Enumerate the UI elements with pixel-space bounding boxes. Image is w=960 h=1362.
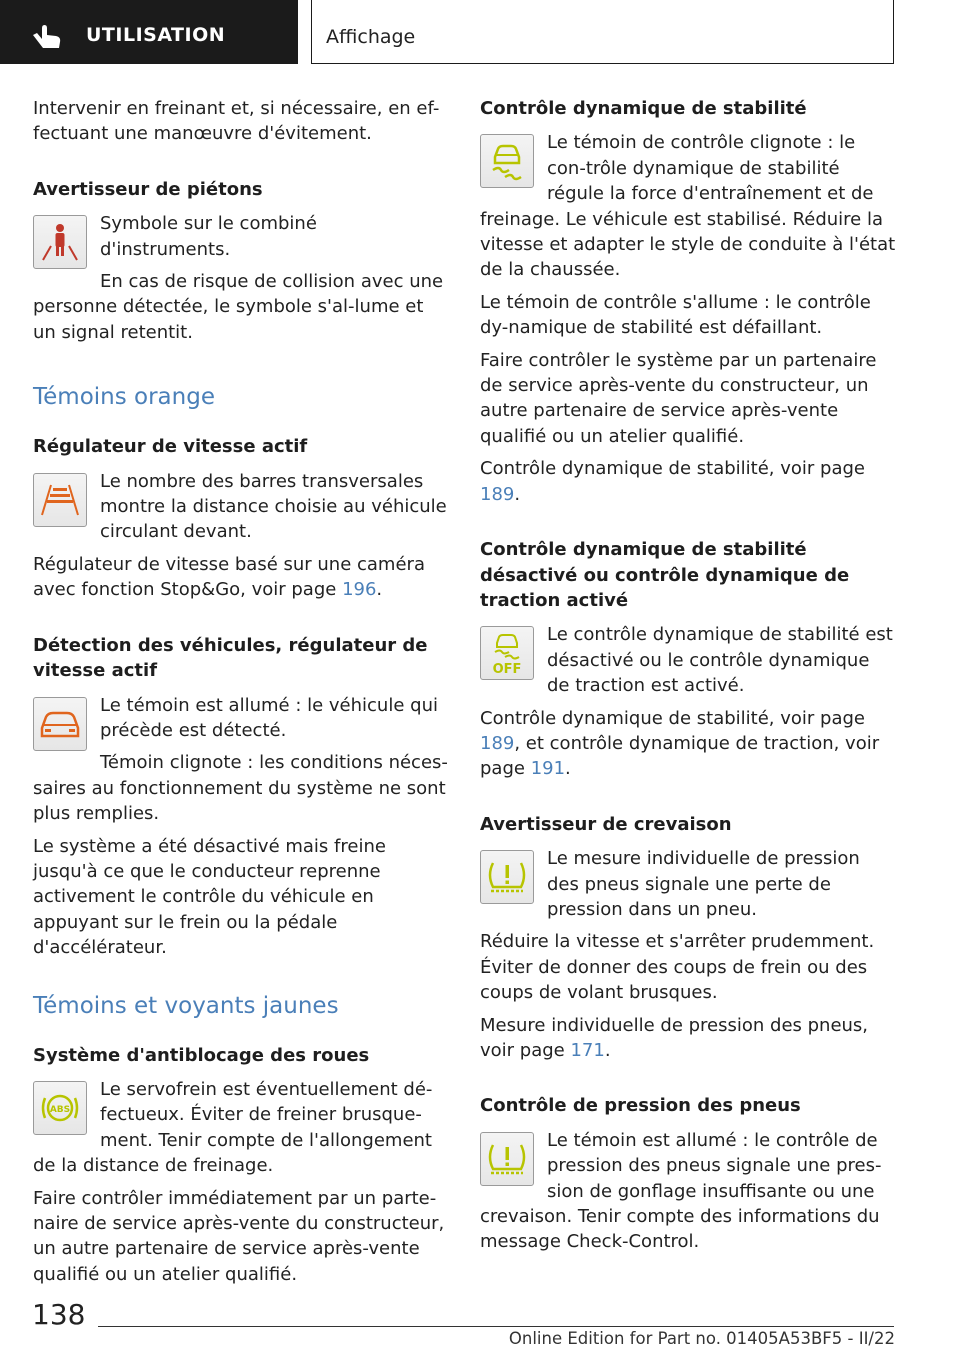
page-link-189[interactable]: 189 [480,483,515,505]
cruise-section [33,434,448,602]
left-column [33,96,448,1317]
orange-heading: Témoins orange [33,384,215,411]
page-link-191[interactable]: 191 [530,758,566,780]
abs-section [33,1043,448,1288]
section-tab [0,0,298,64]
off-label: OFF [492,662,522,677]
dsc-off-section [480,537,896,782]
dsc-p3: Faire contrôler le système par un partenaire de service après-vente du constructeur, un autre partenaire de service après-vente qualifié ou un atelier qualifié. [480,349,877,447]
dsc-title: Contrôle dynamique de stabilité [480,98,807,119]
yellow-heading: Témoins et voyants jaunes [33,992,339,1019]
dsc-off-p2: Contrôle dynamique de stabilité, voir page 189, et contrôle dynamique de traction, voir page 191. [480,707,880,780]
dsc-p2: Le témoin de contrôle s'allume : le contrôle dy-namique de stabilité est défaillant. [480,291,871,339]
dsc-p1: Le témoin de contrôle clignote : le con-trôle dynamique de stabilité régule la force d'entraînement et de freinage. Le véhicule est stabilisé. Réduire la vitesse et adapter le style de conduite à l'état de la chaussée. [480,132,896,281]
tire-pressure-warning-icon [480,850,534,904]
stability-off-icon [480,626,534,680]
tire-pressure-section [480,1093,896,1254]
vehicle-detection-section [33,633,448,961]
dsc-section [480,96,896,507]
flat-tire-title: Avertisseur de crevaison [480,813,732,835]
vehicle-p2: Témoin clignote : les conditions néces-saires au fonctionnement du système ne sont plus remplies. [33,752,448,825]
page-link-189b[interactable]: 189 [480,732,515,754]
dsc-p4: Contrôle dynamique de stabilité, voir page 189. [480,458,865,505]
page-link-196[interactable]: 196 [342,579,377,601]
abs-p1: Le servofrein est éventuellement dé-fectueux. Éviter de freiner brusque-ment. Tenir compte de l'allongement de la distance de freinage. [33,1078,433,1177]
tire-pressure-title: Contrôle de pression des pneus [480,1095,801,1117]
cruise-distance-icon [33,473,87,527]
chapter-title: Affichage [326,26,416,48]
flat-tire-p3: Mesure individuelle de pression des pneus, voir page 171. [480,1014,869,1061]
pedestrian-section [33,177,448,352]
abs-title: Système d'antiblocage des roues [33,1044,370,1066]
page-link-171[interactable]: 171 [570,1040,605,1061]
tire-pressure-icon [480,1132,534,1186]
stability-control-icon [480,134,534,188]
pedestrian-warning-icon [33,215,87,269]
section-title: UTILISATION [86,24,226,46]
flat-tire-p2: Réduire la vitesse et s'arrêter prudemment. Éviter de donner des coups de frein ou des coups de volant brusques. [480,931,875,1004]
tire-pressure-p1: Le témoin est allumé : le contrôle de pression des pneus signale une pres-sion de gonflage insuffisante ou une crevaison. Tenir compte des informations du message Check-Control. [480,1129,882,1253]
vehicle-p1: Le témoin est allumé : le véhicule qui précède est détecté. [100,694,438,741]
footer-rule [98,1326,894,1327]
cruise-title: Régulateur de vitesse actif [33,436,308,458]
vehicle-detection-title: Détection des véhicules, régulateur de vitesse actif [33,634,428,682]
pedestrian-p1: Symbole sur le combiné d'instruments. [100,213,317,260]
right-column [480,96,896,1285]
pedestrian-p2: En cas de risque de collision avec une personne détectée, le symbole s'al-lume et un signal retentit. [33,271,444,343]
hand-pointer-icon [30,24,64,50]
cruise-p1: Le nombre des barres transversales montre la distance choisie au véhicule circulant devant. [100,470,447,543]
vehicle-p3: Le système a été désactivé mais freine jusqu'à ce que le conducteur reprenne activement le contrôle du véhicule en appuyant sur le frein ou la pédale d'accélérateur. [33,835,386,959]
svg-text:ABS: ABS [49,1104,71,1115]
abs-warning-icon [33,1081,87,1135]
intro-paragraph: Intervenir en freinant et, si nécessaire, en ef-fectuant une manœuvre d'évitement. [33,98,440,145]
vehicle-detected-icon [33,697,87,751]
dsc-off-title: Contrôle dynamique de stabilité désactivé ou contrôle dynamique de traction activé [480,539,850,611]
page-number: 138 [32,1298,86,1331]
chapter-box [311,0,894,64]
flat-tire-section [480,812,896,1064]
intro-section [33,96,448,147]
edition-note: Online Edition for Part no. 01405A53BF5 - II/22 [508,1329,895,1348]
dsc-off-p1: Le contrôle dynamique de stabilité est désactivé ou le contrôle dynamique de traction est activé. [547,624,893,697]
abs-p2: Faire contrôler immédiatement par un parte-naire de service après-vente du constructeur, un autre partenaire de service après-vente qualifié ou un atelier qualifié. [33,1187,445,1285]
page-header [0,0,960,66]
pedestrian-title: Avertisseur de piétons [33,178,263,200]
cruise-p2: Régulateur de vitesse basé sur une caméra avec fonction Stop&Go, voir page 196. [33,553,425,601]
flat-tire-p1: Le mesure individuelle de pression des pneus signale une perte de pression dans un pneu. [547,848,860,920]
